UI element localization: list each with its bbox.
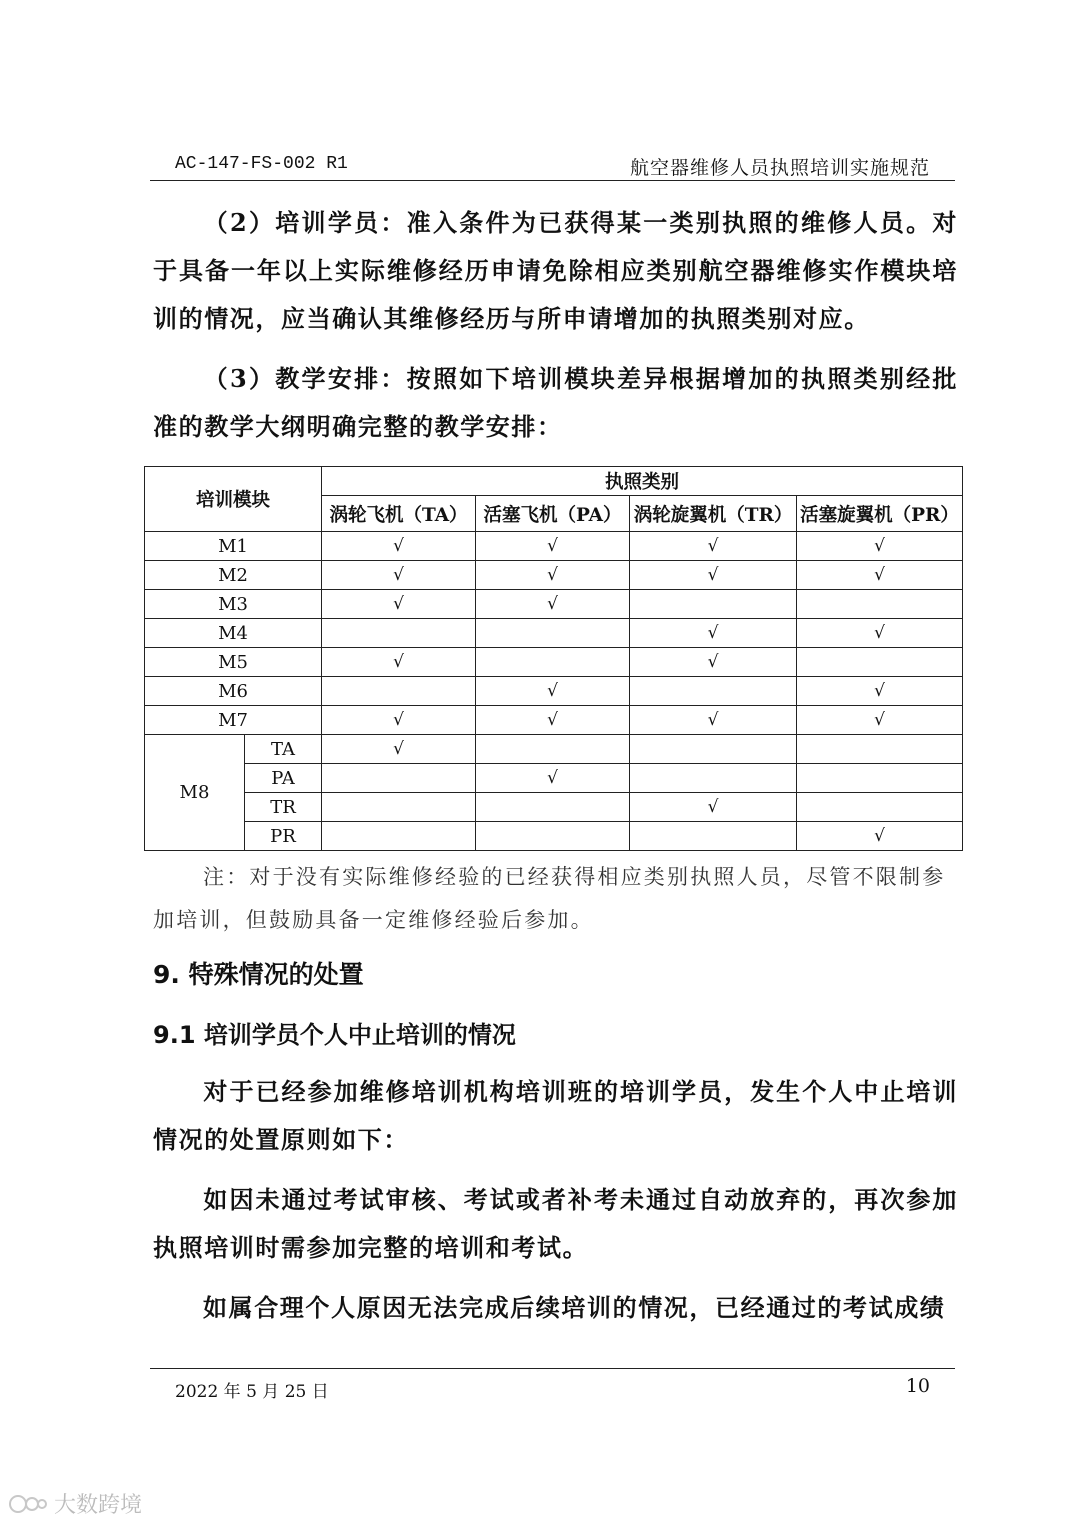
cell-ta: √	[322, 532, 476, 561]
table-row-m5	[145, 648, 963, 677]
cell-pa	[476, 793, 630, 822]
cell-pr: √	[797, 619, 963, 648]
watermark-text: 大数跨境	[54, 1493, 143, 1518]
submodule-label: PR	[245, 822, 322, 851]
cell-ta: √	[322, 590, 476, 619]
cell-tr	[630, 677, 797, 706]
cell-tr: √	[630, 648, 797, 677]
cell-pa: √	[476, 706, 630, 735]
cell-pr: √	[797, 561, 963, 590]
header-rule	[150, 180, 955, 181]
cell-tr: √	[630, 793, 797, 822]
cell-pa: √	[476, 677, 630, 706]
cell-tr: √	[630, 706, 797, 735]
cell-pa: √	[476, 764, 630, 793]
table-row-m7	[145, 706, 963, 735]
submodule-label: TR	[245, 793, 322, 822]
table-row-m1	[145, 532, 963, 561]
cell-pr	[797, 793, 963, 822]
column-header-ta: 涡轮飞机（TA）	[322, 496, 476, 532]
watermark-logo-icon	[8, 1492, 48, 1516]
footer-date: 2022 年 5 月 25 日	[175, 1382, 329, 1402]
cell-ta: √	[322, 735, 476, 764]
table-row-m3	[145, 590, 963, 619]
paragraph-teaching-arrangement: （3）教学安排：按照如下培训模块差异根据增加的执照类别经批准的教学大纲明确完整的教学安排：	[153, 364, 958, 441]
module-label: M4	[145, 619, 322, 648]
cell-tr	[630, 590, 797, 619]
column-header-pr: 活塞旋翼机（PR）	[797, 496, 963, 532]
document-id: AC-147-FS-002 R1	[175, 154, 348, 174]
cell-tr	[630, 764, 797, 793]
cell-ta: √	[322, 706, 476, 735]
license-module-table	[144, 466, 963, 851]
paragraph-trainees: （2）培训学员：准入条件为已获得某一类别执照的维修人员。对于具备一年以上实际维修经历申请免除相应类别航空器维修实作模块培训的情况，应当确认其维修经历与所申请增加的执照类别对应。	[153, 208, 958, 333]
paragraph-9-1-intro: 对于已经参加维修培训机构培训班的培训学员，发生个人中止培训情况的处置原则如下：	[153, 1077, 958, 1154]
table-row-m4	[145, 619, 963, 648]
table-row-m2	[145, 561, 963, 590]
document-title: 航空器维修人员执照培训实施规范	[629, 157, 930, 179]
page-number: 10	[905, 1375, 930, 1397]
cell-pa: √	[476, 561, 630, 590]
module-label: M3	[145, 590, 322, 619]
table-row-m8-ta	[145, 735, 963, 764]
cell-tr	[630, 822, 797, 851]
cell-pr: √	[797, 822, 963, 851]
cell-pr: √	[797, 677, 963, 706]
license-category-header: 执照类别	[322, 467, 963, 496]
cell-ta	[322, 619, 476, 648]
module-label-m8: M8	[145, 735, 245, 851]
cell-ta	[322, 793, 476, 822]
table-note: 注：对于没有实际维修经验的已经获得相应类别执照人员，尽管不限制参加培训，但鼓励具备一定维修经验后参加。	[153, 865, 946, 932]
table-row-m6	[145, 677, 963, 706]
cell-ta: √	[322, 561, 476, 590]
cell-tr: √	[630, 561, 797, 590]
table-row-m8-pr	[145, 822, 963, 851]
cell-ta: √	[322, 648, 476, 677]
paragraph-9-1-failed-exam: 如因未通过考试审核、考试或者补考未通过自动放弃的，再次参加执照培训时需参加完整的培训和考试。	[153, 1185, 958, 1262]
footer-rule	[150, 1368, 955, 1369]
cell-pa	[476, 648, 630, 677]
cell-pa	[476, 735, 630, 764]
cell-tr: √	[630, 619, 797, 648]
column-header-pa: 活塞飞机（PA）	[476, 496, 630, 532]
watermark	[8, 1488, 142, 1519]
cell-tr: √	[630, 532, 797, 561]
section-heading-9: 9. 特殊情况的处置	[153, 960, 364, 989]
cell-pr	[797, 590, 963, 619]
cell-pa: √	[476, 532, 630, 561]
module-label: M2	[145, 561, 322, 590]
cell-ta	[322, 677, 476, 706]
cell-pa	[476, 822, 630, 851]
cell-pr	[797, 764, 963, 793]
module-label: M7	[145, 706, 322, 735]
cell-pr	[797, 648, 963, 677]
cell-tr	[630, 735, 797, 764]
cell-pr: √	[797, 532, 963, 561]
submodule-label: PA	[245, 764, 322, 793]
module-label: M5	[145, 648, 322, 677]
cell-pa	[476, 619, 630, 648]
module-label: M6	[145, 677, 322, 706]
cell-pa: √	[476, 590, 630, 619]
cell-pr	[797, 735, 963, 764]
submodule-label: TA	[245, 735, 322, 764]
column-header-tr: 涡轮旋翼机（TR）	[630, 496, 797, 532]
cell-ta	[322, 822, 476, 851]
module-label: M1	[145, 532, 322, 561]
paragraph-9-1-personal-reason: 如属合理个人原因无法完成后续培训的情况，已经通过的考试成绩	[203, 1293, 946, 1322]
table-row-m8-tr	[145, 793, 963, 822]
cell-pr: √	[797, 706, 963, 735]
cell-ta	[322, 764, 476, 793]
module-header: 培训模块	[145, 467, 322, 532]
section-heading-9-1: 9.1 培训学员个人中止培训的情况	[153, 1021, 516, 1049]
table-row-m8-pa	[145, 764, 963, 793]
